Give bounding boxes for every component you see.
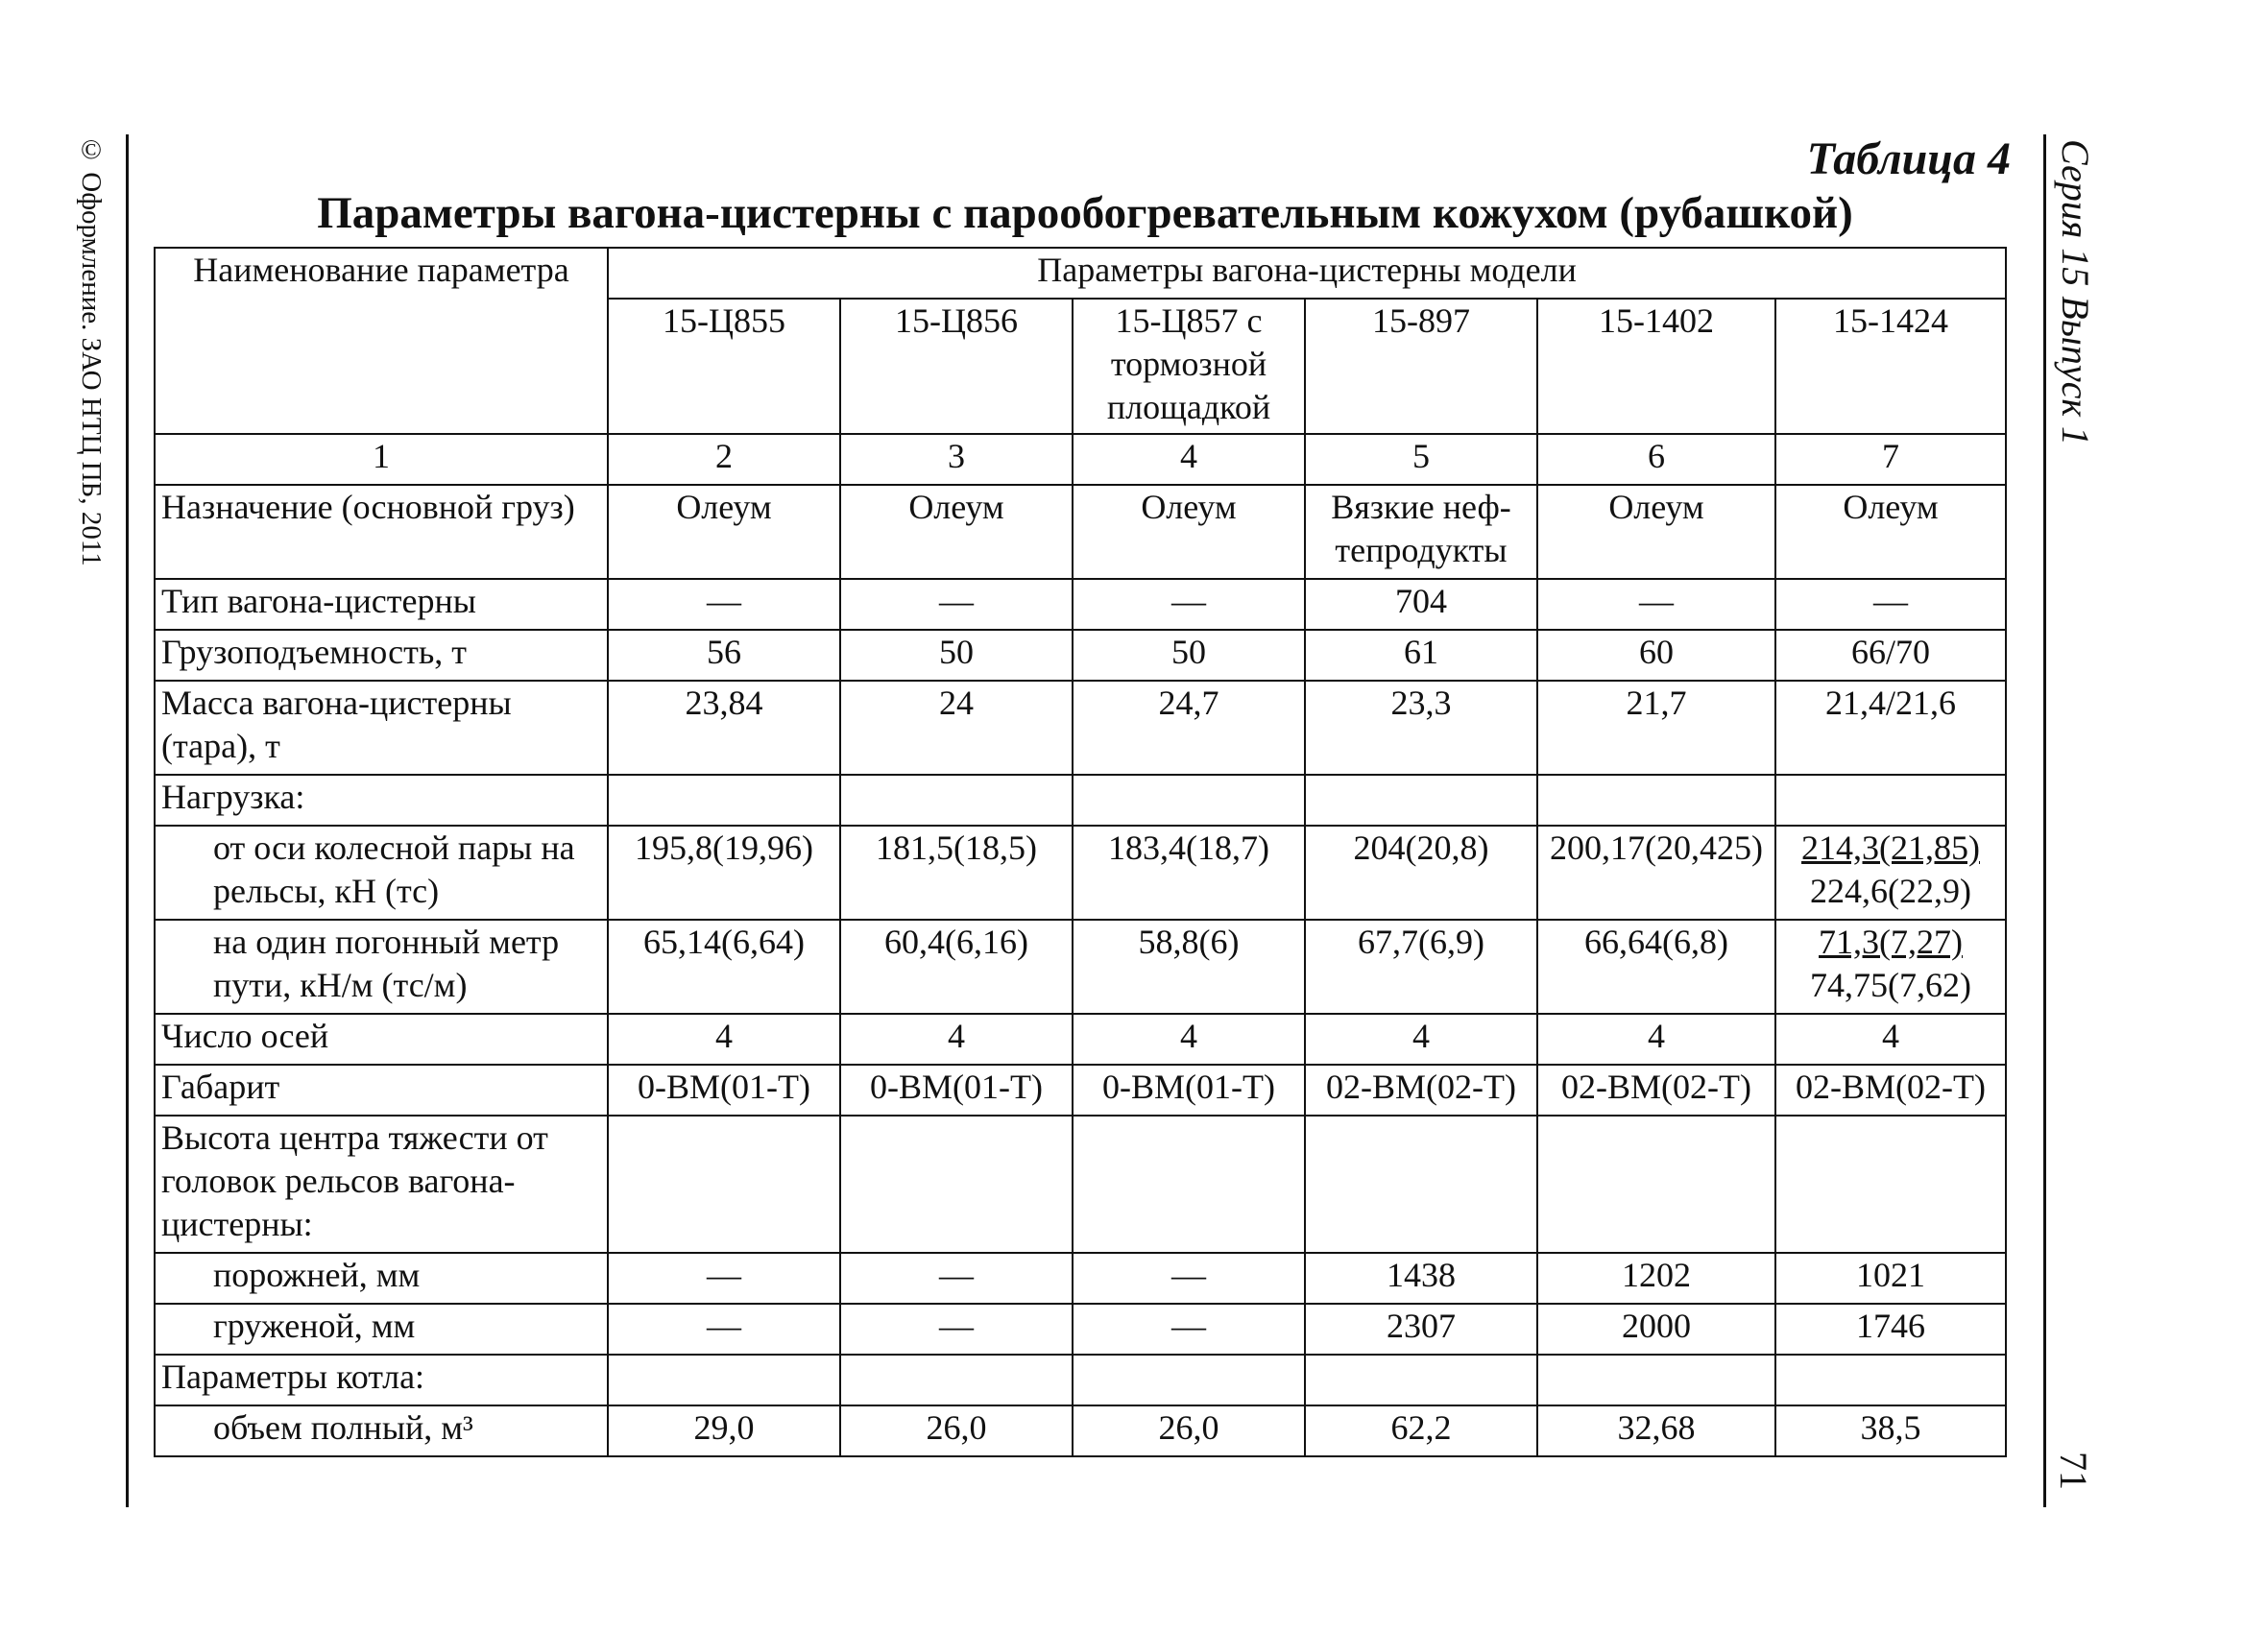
model-cell: 15-1424 [1775, 299, 2006, 434]
table-row [155, 1014, 2006, 1065]
value-cell: 66,64(6,8) [1537, 920, 1775, 1014]
value-cell [1537, 1116, 1775, 1253]
model-cell: 15-Ц857 с тормозной площадкой [1073, 299, 1305, 434]
value-cell: 56 [608, 630, 840, 681]
value-cell: — [1073, 1253, 1305, 1304]
param-label: от оси колесной пары на рельсы, кН (тс) [155, 826, 608, 920]
value-cell: 4 [1775, 1014, 2006, 1065]
page-number: 71 [2052, 1452, 2095, 1490]
value-cell [1305, 1116, 1537, 1253]
table-row [155, 1065, 2006, 1116]
column-numbers-row [155, 434, 2006, 485]
value-cell: 61 [1305, 630, 1537, 681]
table-row [155, 775, 2006, 826]
value-cell [840, 1355, 1073, 1405]
value-cell: 24,7 [1073, 681, 1305, 775]
value-cell: 65,14(6,64) [608, 920, 840, 1014]
value-cell [608, 1355, 840, 1405]
value-cell: — [1073, 1304, 1305, 1355]
value-cell: — [840, 579, 1073, 630]
model-cell: 15-1402 [1537, 299, 1775, 434]
value-cell: 181,5(18,5) [840, 826, 1073, 920]
value-cell: 4 [1073, 1014, 1305, 1065]
value-cell: 2000 [1537, 1304, 1775, 1355]
value-cell [1775, 775, 2006, 826]
table-row [155, 920, 2006, 1014]
value-cell: 4 [608, 1014, 840, 1065]
model-cell: 15-897 [1305, 299, 1537, 434]
table-row [155, 1116, 2006, 1253]
value-cell: 60 [1537, 630, 1775, 681]
value-cell: — [1537, 579, 1775, 630]
value-cell: 2307 [1305, 1304, 1537, 1355]
header-model-group: Параметры вагона-цистерны модели [608, 248, 2006, 299]
value-cell: Олеум [1073, 485, 1305, 579]
param-label: порожней, мм [155, 1253, 608, 1304]
value-cell: 183,4(18,7) [1073, 826, 1305, 920]
value-cell [1537, 1355, 1775, 1405]
value-cell: — [608, 1253, 840, 1304]
copyright-note: © Оформление. ЗАО НТЦ ПБ, 2011 [76, 134, 107, 566]
value-cell: — [1073, 579, 1305, 630]
value-cell [1537, 775, 1775, 826]
value-cell: 4 [1305, 1014, 1537, 1065]
col-number: 3 [840, 434, 1073, 485]
series-label: Серия 15 Выпуск 1 [2054, 139, 2097, 446]
value-cell [1775, 826, 2006, 920]
table-row [155, 1355, 2006, 1405]
table-row [155, 485, 2006, 579]
value-cell: — [608, 579, 840, 630]
param-label: Высота центра тяжести от головок рельсов вагона-цистерны: [155, 1116, 608, 1253]
value-cell: 704 [1305, 579, 1537, 630]
value-cell: 0-ВМ(01-Т) [608, 1065, 840, 1116]
value-cell [840, 1116, 1073, 1253]
value-cell: 50 [840, 630, 1073, 681]
param-label: Число осей [155, 1014, 608, 1065]
value-cell: Олеум [1537, 485, 1775, 579]
value-cell: Олеум [1775, 485, 2006, 579]
value-cell: — [840, 1253, 1073, 1304]
value-cell: 200,17(20,425) [1537, 826, 1775, 920]
value-cell: 50 [1073, 630, 1305, 681]
value-cell: 38,5 [1775, 1405, 2006, 1456]
value-cell [1775, 1355, 2006, 1405]
value-cell [1775, 920, 2006, 1014]
value-cell: 66/70 [1775, 630, 2006, 681]
col-number: 6 [1537, 434, 1775, 485]
value-cell [608, 1116, 840, 1253]
table-row [155, 826, 2006, 920]
param-label: объем полный, м³ [155, 1405, 608, 1456]
value-cell [1305, 1355, 1537, 1405]
value-cell [840, 775, 1073, 826]
value-cell: 23,3 [1305, 681, 1537, 775]
table-label: Таблица 4 [1806, 133, 2011, 184]
value-cell: Олеум [608, 485, 840, 579]
value-cell [1073, 1355, 1305, 1405]
value-cell: — [840, 1304, 1073, 1355]
value-cell: 02-ВМ(02-Т) [1537, 1065, 1775, 1116]
value-cell [608, 775, 840, 826]
value-cell: Олеум [840, 485, 1073, 579]
value-cell: 60,4(6,16) [840, 920, 1073, 1014]
value-cell: 26,0 [1073, 1405, 1305, 1456]
value-cell: 1202 [1537, 1253, 1775, 1304]
value-cell: 195,8(19,96) [608, 826, 840, 920]
value-cell: 58,8(6) [1073, 920, 1305, 1014]
col-number: 7 [1775, 434, 2006, 485]
table-row [155, 630, 2006, 681]
value-cell: 29,0 [608, 1405, 840, 1456]
value-second-line: 74,75(7,62) [1810, 966, 1972, 1004]
param-label: груженой, мм [155, 1304, 608, 1355]
value-cell: 1438 [1305, 1253, 1537, 1304]
value-cell: 23,84 [608, 681, 840, 775]
value-cell: 67,7(6,9) [1305, 920, 1537, 1014]
param-label: Параметры котла: [155, 1355, 608, 1405]
value-cell: 21,7 [1537, 681, 1775, 775]
page-title: Параметры вагона-цистерны с парообогревательным кожухом (рубашкой) [317, 188, 1853, 238]
col-number: 4 [1073, 434, 1305, 485]
value-cell [1073, 1116, 1305, 1253]
header-parameter-name: Наименование параметра [155, 248, 608, 434]
param-label: Грузоподъемность, т [155, 630, 608, 681]
value-cell: 0-ВМ(01-Т) [840, 1065, 1073, 1116]
value-cell: 26,0 [840, 1405, 1073, 1456]
col-number: 5 [1305, 434, 1537, 485]
table-row [155, 1405, 2006, 1456]
value-cell: 02-ВМ(02-Т) [1775, 1065, 2006, 1116]
right-margin-rule [2043, 134, 2046, 1507]
value-cell: — [608, 1304, 840, 1355]
value-cell: 32,68 [1537, 1405, 1775, 1456]
value-cell: Вязкие неф-тепродукты [1305, 485, 1537, 579]
parameters-table [154, 247, 2007, 1457]
value-cell: 62,2 [1305, 1405, 1537, 1456]
value-cell: 4 [1537, 1014, 1775, 1065]
value-cell: 1021 [1775, 1253, 2006, 1304]
value-cell: 02-ВМ(02-Т) [1305, 1065, 1537, 1116]
value-cell [1305, 775, 1537, 826]
value-cell: 4 [840, 1014, 1073, 1065]
value-cell: — [1775, 579, 2006, 630]
table-row [155, 681, 2006, 775]
table-row [155, 1253, 2006, 1304]
value-cell [1073, 775, 1305, 826]
value-cell: 0-ВМ(01-Т) [1073, 1065, 1305, 1116]
value-cell: 24 [840, 681, 1073, 775]
param-label: Назначение (основной груз) [155, 485, 608, 579]
param-label: Нагрузка: [155, 775, 608, 826]
model-cell: 15-Ц855 [608, 299, 840, 434]
param-label: Габарит [155, 1065, 608, 1116]
value-cell [1775, 1116, 2006, 1253]
model-cell: 15-Ц856 [840, 299, 1073, 434]
value-underlined: 214,3(21,85) [1801, 829, 1981, 867]
col-number: 2 [608, 434, 840, 485]
value-cell: 1746 [1775, 1304, 2006, 1355]
value-second-line: 224,6(22,9) [1810, 872, 1972, 910]
param-label: Масса вагона-цистерны (тара), т [155, 681, 608, 775]
table-header-row [155, 248, 2006, 299]
value-cell: 21,4/21,6 [1775, 681, 2006, 775]
param-label: на один погонный метр пути, кН/м (тс/м) [155, 920, 608, 1014]
param-label: Тип вагона-цистерны [155, 579, 608, 630]
value-cell: 204(20,8) [1305, 826, 1537, 920]
table-row [155, 1304, 2006, 1355]
col-number: 1 [155, 434, 608, 485]
table-row [155, 579, 2006, 630]
left-margin-rule [126, 134, 129, 1507]
value-underlined: 71,3(7,27) [1819, 923, 1964, 961]
